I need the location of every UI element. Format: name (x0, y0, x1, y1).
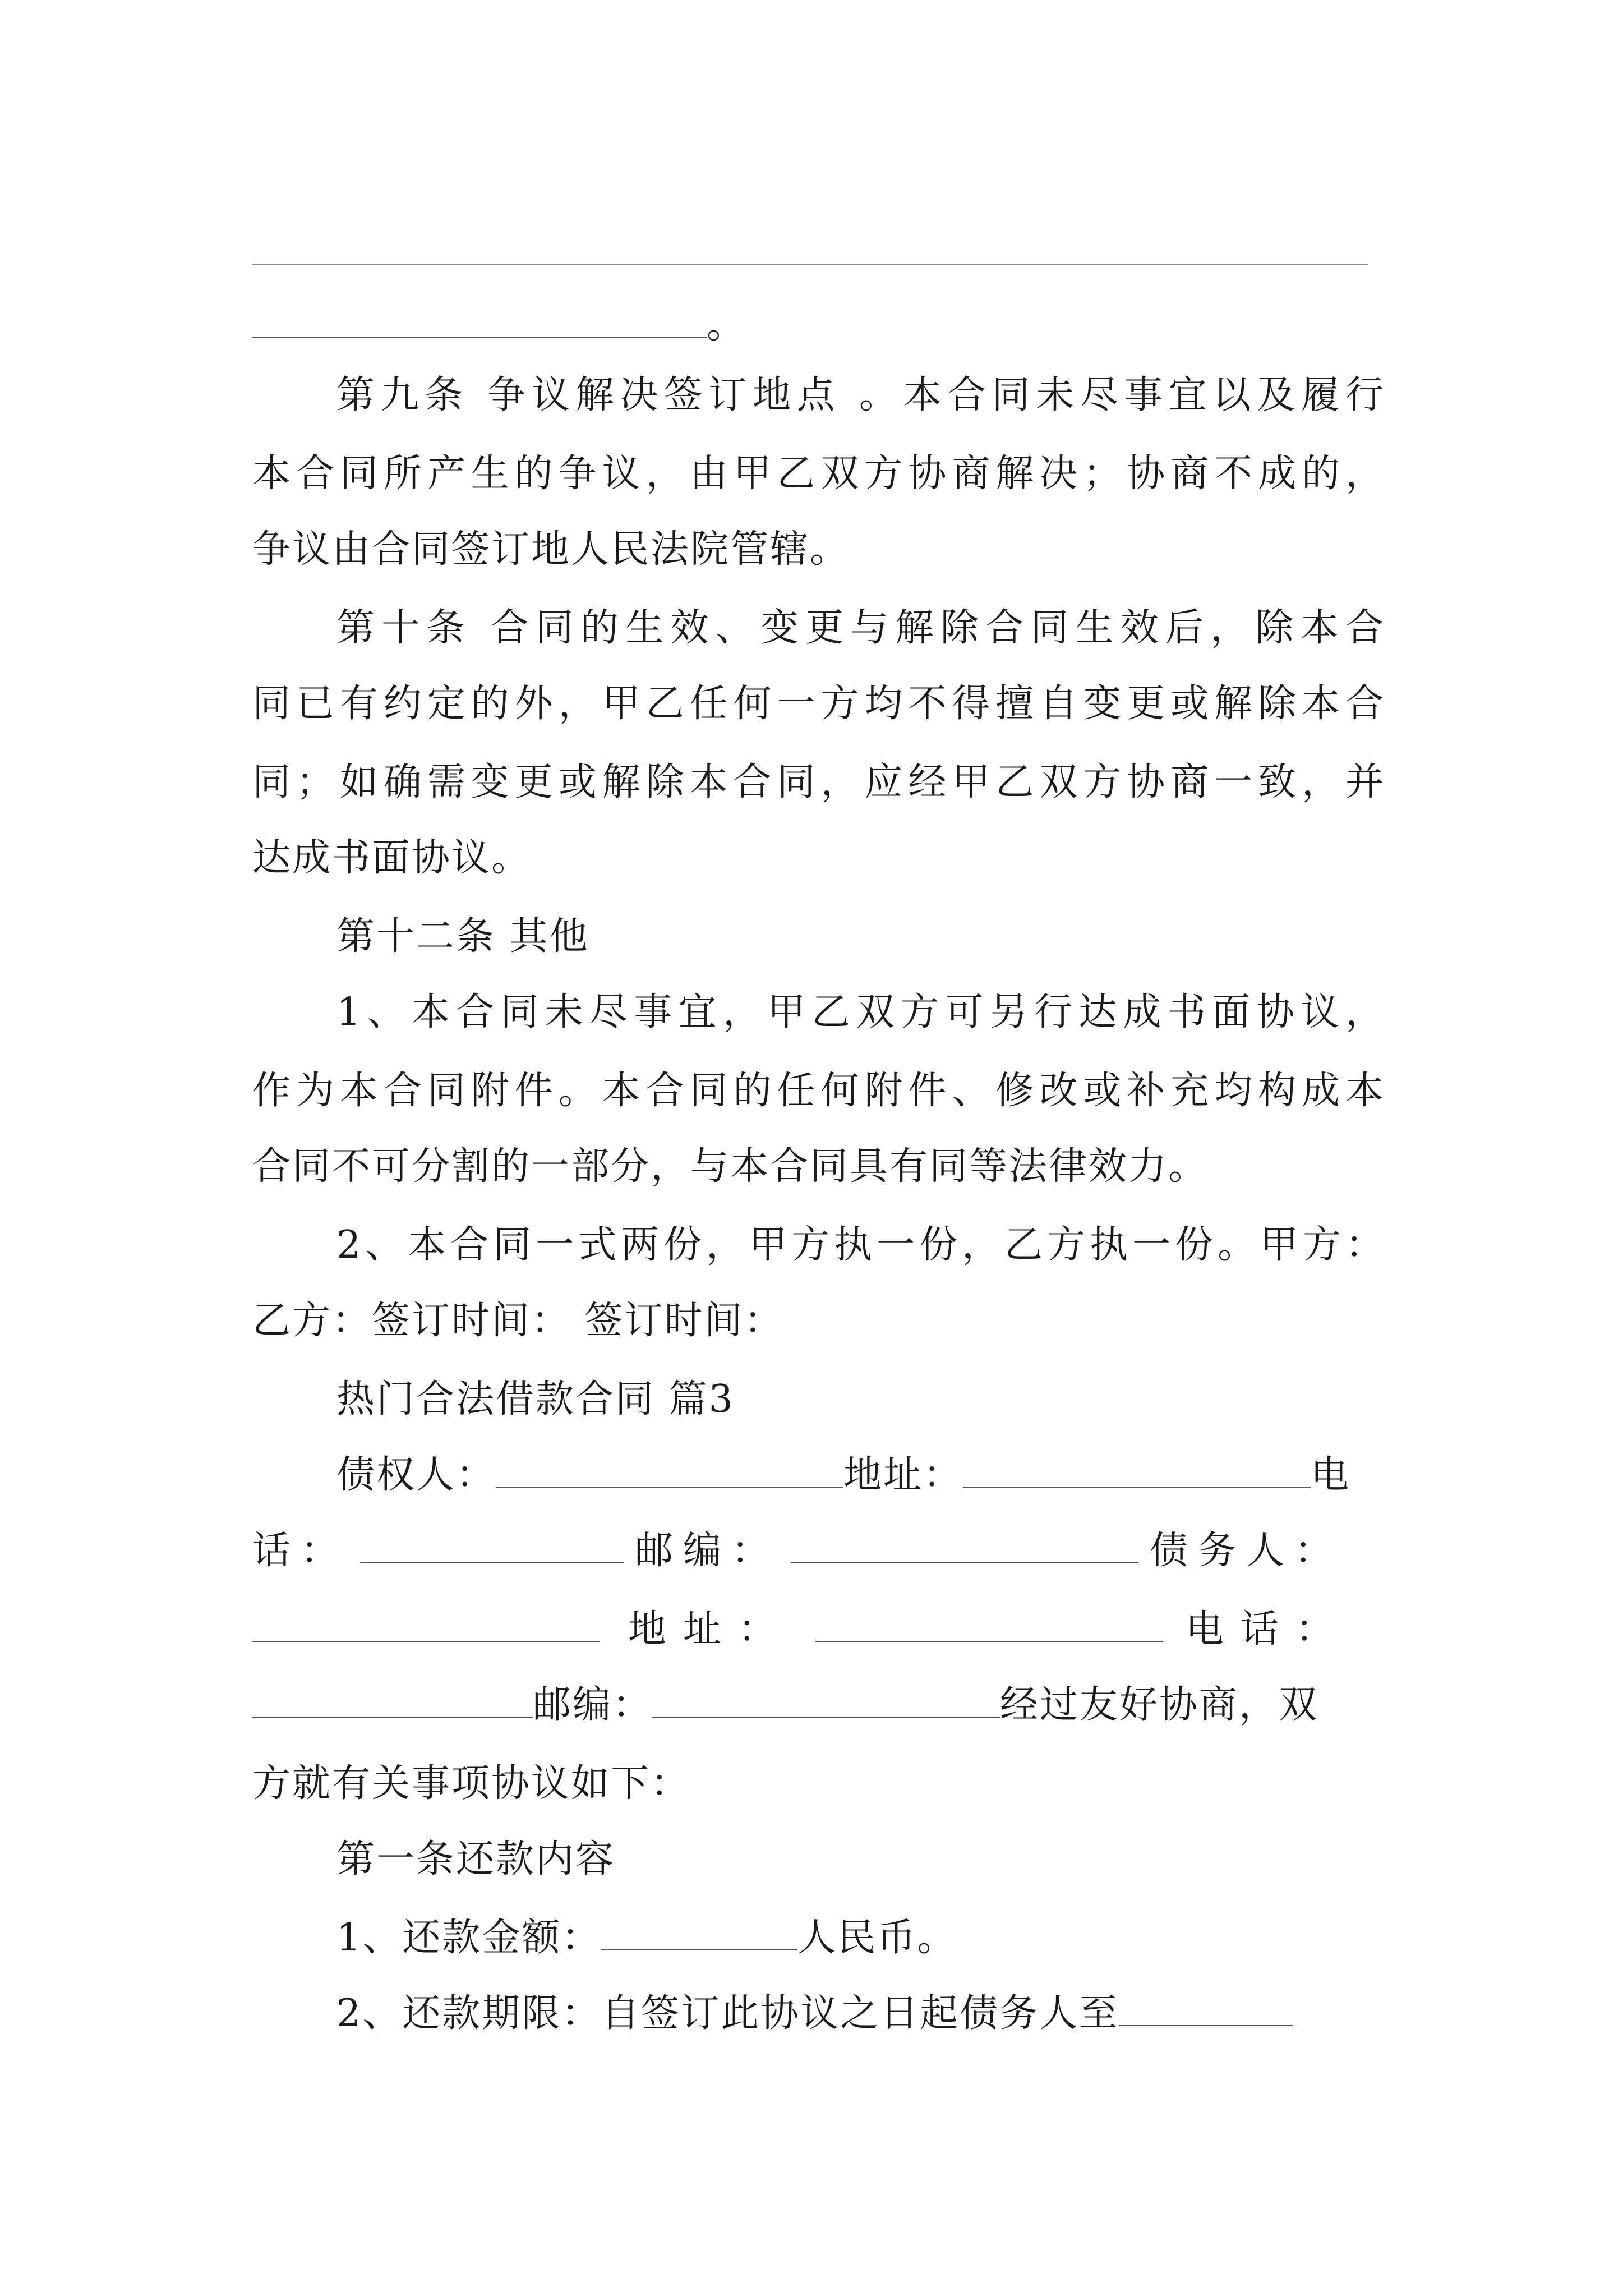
repayment-term-line (336, 1977, 1469, 2050)
zip-blank (791, 1529, 1138, 1563)
agreement-text-a: 经过友好协商，双 (1000, 1683, 1319, 1727)
fill-blank (252, 303, 707, 338)
article-12-p1-line-2: 作为本合同附件。本合同的任何附件、修改或补充均构成本 (252, 1069, 1385, 1113)
term-label: 2、还款期限：自签订此协议之日起债务人至 (336, 1991, 1119, 2036)
debtor-address-blank (815, 1607, 1163, 1642)
article-9-line-3: 争议由合同签订地人民法院管辖。 (252, 527, 850, 572)
parties-line-1 (336, 1439, 1385, 1512)
article-12-p1-line-1: 1、本合同未尽事宜，甲乙双方可另行达成书面协议， (336, 990, 1385, 1034)
amount-blank (601, 1916, 797, 1950)
parties-line-4 (252, 1669, 1385, 1742)
creditor-blank (496, 1453, 843, 1488)
top-blank-line (252, 264, 1368, 265)
amount-unit: 人民币。 (797, 1916, 957, 1960)
phone-blank (360, 1529, 624, 1563)
parties-line-3 (252, 1593, 1385, 1666)
article-9-line-2: 本合同所产生的争议，由甲乙双方协商解决；协商不成的， (252, 452, 1385, 496)
parties-line-2 (252, 1515, 1385, 1588)
article-12-title: 第十二条 其他 (336, 914, 589, 959)
debtor-address-label: 地址： (628, 1607, 794, 1651)
creditor-label: 债权人： (336, 1453, 496, 1497)
address-label: 地址： (843, 1453, 963, 1497)
phone-label-rest: 话： (252, 1529, 349, 1573)
zip-label: 邮编： (635, 1529, 780, 1573)
debtor-zip-blank (652, 1683, 1000, 1718)
article-1-title: 第一条还款内容 (336, 1837, 616, 1881)
debtor-phone-blank (252, 1683, 533, 1718)
blank-line-end (252, 289, 1385, 362)
debtor-phone-label: 电话： (1186, 1607, 1351, 1651)
amount-label: 1、还款金额： (336, 1916, 602, 1960)
debtor-label: 债务人： (1150, 1529, 1343, 1573)
debtor-blank (252, 1607, 600, 1642)
article-10-line-1: 第十条 合同的生效、变更与解除合同生效后，除本合 (336, 606, 1385, 650)
section-heading: 热门合法借款合同 篇3 (336, 1377, 735, 1421)
period: 。 (707, 303, 747, 347)
debtor-zip-label: 邮编： (533, 1683, 653, 1727)
repayment-amount-line (336, 1902, 1469, 1975)
phone-label-part: 电 (1311, 1453, 1351, 1497)
article-10-line-2: 同已有约定的外，甲乙任何一方均不得擅自变更或解除本合 (252, 682, 1385, 726)
article-12-p1-line-3: 合同不可分割的一部分，与本合同具有同等法律效力。 (252, 1144, 1209, 1189)
parties-line-5: 方就有关事项协议如下： (252, 1761, 691, 1806)
article-9-line-1: 第九条 争议解决签订地点 。本合同未尽事宜以及履行 (336, 373, 1385, 417)
article-12-p2-line-2: 乙方：签订时间： 签订时间： (252, 1299, 784, 1343)
article-10-line-4: 达成书面协议。 (252, 836, 532, 880)
address-blank (963, 1453, 1311, 1488)
term-blank (1119, 1991, 1293, 2026)
article-10-line-3: 同；如确需变更或解除本合同，应经甲乙双方协商一致，并 (252, 760, 1385, 804)
article-12-p2-line-1: 2、本合同一式两份，甲方执一份，乙方执一份。甲方： (336, 1223, 1385, 1267)
